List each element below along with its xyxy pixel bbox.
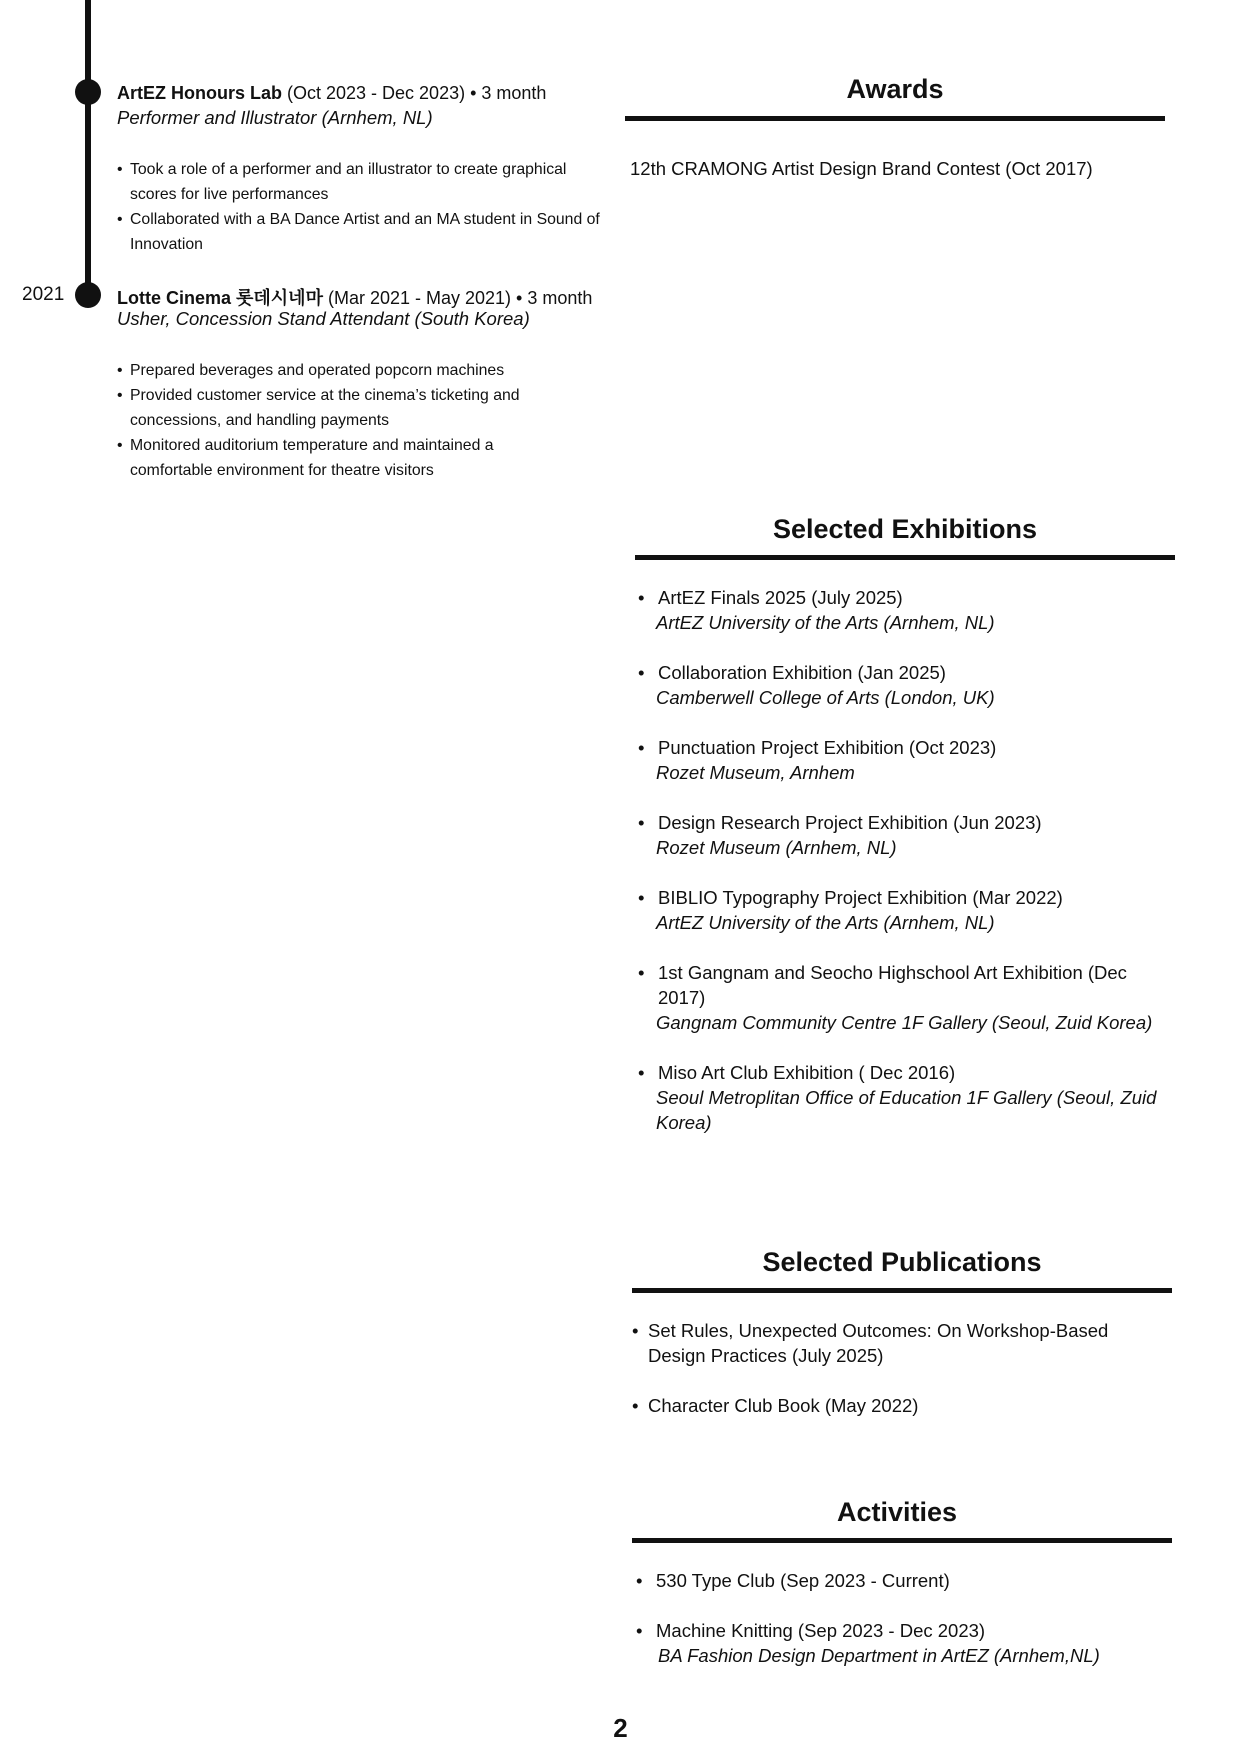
exhibition-place: Rozet Museum, Arnhem <box>656 762 855 783</box>
activity-item <box>636 1568 1176 1593</box>
activity-place: BA Fashion Design Department in ArtEZ (Arnhem,NL) <box>658 1645 1100 1666</box>
job-role: Performer and Illustrator (Arnhem, NL) <box>117 107 433 128</box>
job-bullets <box>117 157 607 257</box>
activities-list <box>636 1568 1176 1693</box>
job-role: Usher, Concession Stand Attendant (South Korea) <box>117 308 530 329</box>
exhibition-place: Camberwell College of Arts (London, UK) <box>656 687 995 708</box>
job-period: (Oct 2023 - Dec 2023) • 3 month <box>282 83 547 103</box>
exhibition-item <box>638 660 1178 710</box>
publications-list <box>632 1318 1152 1443</box>
timeline-dot <box>75 282 101 308</box>
publications-title: Selected Publications <box>762 1247 1042 1277</box>
job-bullet: • Provided customer service at the cinema’s ticketing and concessions, and handling payments <box>117 383 577 433</box>
exhibition-name: Collaboration Exhibition (Jan 2025) <box>658 662 946 683</box>
exhibition-name: ArtEZ Finals 2025 (July 2025) <box>658 587 903 608</box>
exhibition-place: Rozet Museum (Arnhem, NL) <box>656 837 897 858</box>
activities-title: Activities <box>836 1497 958 1527</box>
timeline-year: 2021 <box>22 284 65 305</box>
exhibition-item <box>638 960 1178 1035</box>
exhibition-item <box>638 1060 1178 1135</box>
exhibition-place: ArtEZ University of the Arts (Arnhem, NL) <box>656 912 995 933</box>
exhibition-item <box>638 585 1178 635</box>
exhibition-place: Gangnam Community Centre 1F Gallery (Seoul, Zuid Korea) <box>656 1012 1153 1033</box>
job-bullet: • Collaborated with a BA Dance Artist and an MA student in Sound of Innovation <box>117 207 607 257</box>
page-number: 2 <box>613 1713 628 1743</box>
job-heading <box>117 83 546 104</box>
job-bullet: • Took a role of a performer and an illustrator to create graphical scores for live performances <box>117 157 607 207</box>
job-heading <box>117 284 592 310</box>
exhibition-item <box>638 735 1178 785</box>
awards-title: Awards <box>846 74 944 104</box>
activities-rule <box>632 1538 1172 1543</box>
exhibition-name: Design Research Project Exhibition (Jun 2023) <box>658 812 1042 833</box>
exhibition-place: ArtEZ University of the Arts (Arnhem, NL) <box>656 612 995 633</box>
publications-rule <box>632 1288 1172 1293</box>
activity-name: Machine Knitting (Sep 2023 - Dec 2023) <box>656 1620 986 1641</box>
exhibitions-rule <box>635 555 1175 560</box>
publication-item: • Character Club Book (May 2022) <box>632 1393 1152 1418</box>
job-bullet: • Prepared beverages and operated popcorn machines <box>117 358 577 383</box>
timeline-line <box>85 0 91 297</box>
timeline-dot <box>75 79 101 105</box>
exhibitions-title: Selected Exhibitions <box>772 514 1038 544</box>
exhibition-place: Seoul Metroplitan Office of Education 1F Gallery (Seoul, Zuid Korea) <box>656 1087 1157 1133</box>
activity-name: 530 Type Club (Sep 2023 - Current) <box>656 1570 950 1591</box>
job-bullets <box>117 358 577 483</box>
exhibition-name: Miso Art Club Exhibition ( Dec 2016) <box>658 1062 956 1083</box>
job-org: ArtEZ Honours Lab <box>117 83 282 103</box>
awards-rule <box>625 116 1165 121</box>
job-org: Lotte Cinema 롯데시네마 <box>117 288 323 308</box>
exhibitions-list <box>638 585 1178 1160</box>
publication-item: • Set Rules, Unexpected Outcomes: On Workshop-Based Design Practices (July 2025) <box>632 1318 1152 1368</box>
job-bullet: • Monitored auditorium temperature and maintained a comfortable environment for theatre visitors <box>117 433 577 483</box>
award-item: 12th CRAMONG Artist Design Brand Contest (Oct 2017) <box>630 158 1093 179</box>
exhibition-item <box>638 885 1178 935</box>
exhibition-name: BIBLIO Typography Project Exhibition (Mar 2022) <box>658 887 1063 908</box>
exhibition-item <box>638 810 1178 860</box>
exhibition-name: 1st Gangnam and Seocho Highschool Art Exhibition (Dec 2017) <box>658 962 1127 1008</box>
job-period: (Mar 2021 - May 2021) • 3 month <box>322 288 593 308</box>
exhibition-name: Punctuation Project Exhibition (Oct 2023) <box>658 737 997 758</box>
activity-item <box>636 1618 1176 1668</box>
